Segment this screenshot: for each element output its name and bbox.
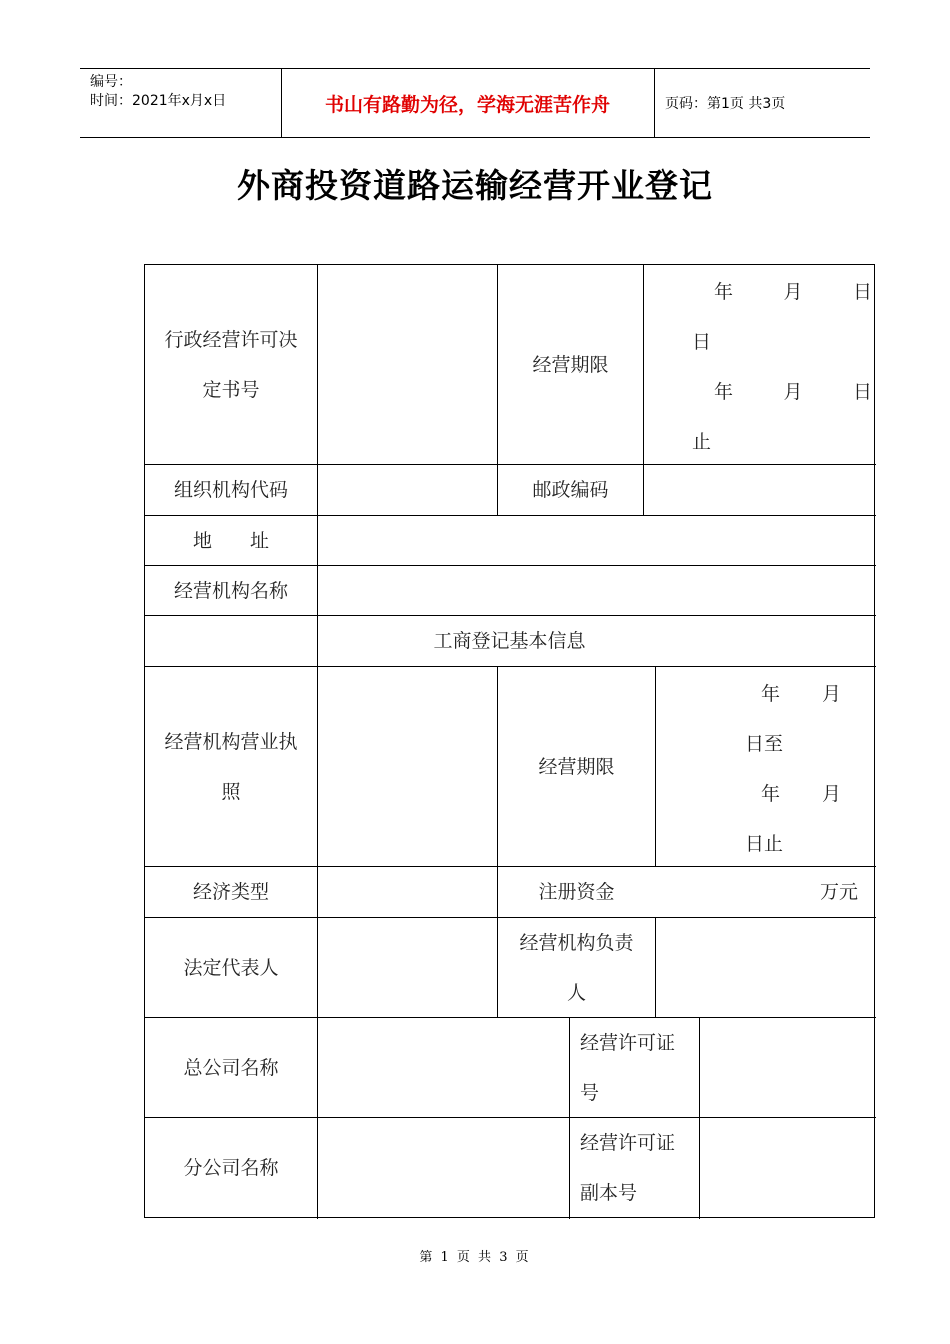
address-label: 地 址: [192, 529, 269, 552]
permit-no-label: 经营许可证 号: [580, 1032, 676, 1104]
business-license-value[interactable]: [318, 667, 497, 866]
capital-unit: 万元: [819, 881, 858, 903]
header-slogan: 书山有路勤为径，学海无涯苦作舟: [324, 93, 610, 116]
permit-copy-label: 经营许可证 副本号: [580, 1132, 676, 1204]
hq-name-label: 总公司名称: [183, 1056, 279, 1079]
address-value[interactable]: [318, 516, 874, 565]
legal-rep-label: 法定代表人: [183, 956, 279, 979]
org-code-value[interactable]: [318, 465, 497, 515]
legal-rep-value[interactable]: [318, 918, 497, 1017]
org-name-value[interactable]: [318, 566, 874, 615]
org-code-label: 组织机构代码: [173, 479, 288, 501]
page-footer: 第 1 页 共 3 页: [419, 1250, 531, 1265]
hq-name-value[interactable]: [318, 1018, 569, 1117]
org-name-label: 经营机构名称: [173, 579, 288, 602]
postal-code-value[interactable]: [644, 465, 874, 515]
economic-type-value[interactable]: [318, 867, 497, 917]
page-title: 外商投资道路运输经营开业登记: [237, 166, 713, 205]
operating-period-label: 经营期限: [532, 353, 609, 376]
branch-name-value[interactable]: [318, 1118, 569, 1217]
postal-code-label: 邮政编码: [532, 479, 609, 501]
org-head-label: 经营机构负责 人: [519, 931, 634, 1004]
document-number: 编号：: [90, 74, 132, 90]
license-decision-value[interactable]: [318, 265, 497, 464]
operating-period-dates[interactable]: 年 月 日 日 年 月 日 止: [692, 281, 872, 453]
business-license-label: 经营机构营业执 照: [164, 730, 298, 803]
section-title: 工商登记基本信息: [433, 630, 586, 652]
page-header: [80, 68, 870, 138]
header-page-info: 页码：第1页 共3页: [665, 96, 786, 112]
document-date: 时间：2021年x月x日: [90, 93, 227, 109]
registered-capital-label: 注册资金: [538, 881, 615, 903]
registration-form: [144, 264, 875, 1218]
operating-period-dates-2[interactable]: 年 月 日至 年 月 日止: [745, 683, 841, 855]
license-decision-label: 行政经营许可决 定书号: [164, 328, 298, 401]
branch-name-label: 分公司名称: [183, 1156, 279, 1179]
org-head-value[interactable]: [656, 918, 874, 1017]
operating-period-label-2: 经营期限: [538, 755, 615, 778]
permit-copy-value[interactable]: [700, 1118, 874, 1217]
registered-capital-value[interactable]: [656, 867, 874, 917]
header-meta: [90, 69, 280, 141]
permit-no-value[interactable]: [700, 1018, 874, 1117]
economic-type-label: 经济类型: [192, 881, 269, 903]
